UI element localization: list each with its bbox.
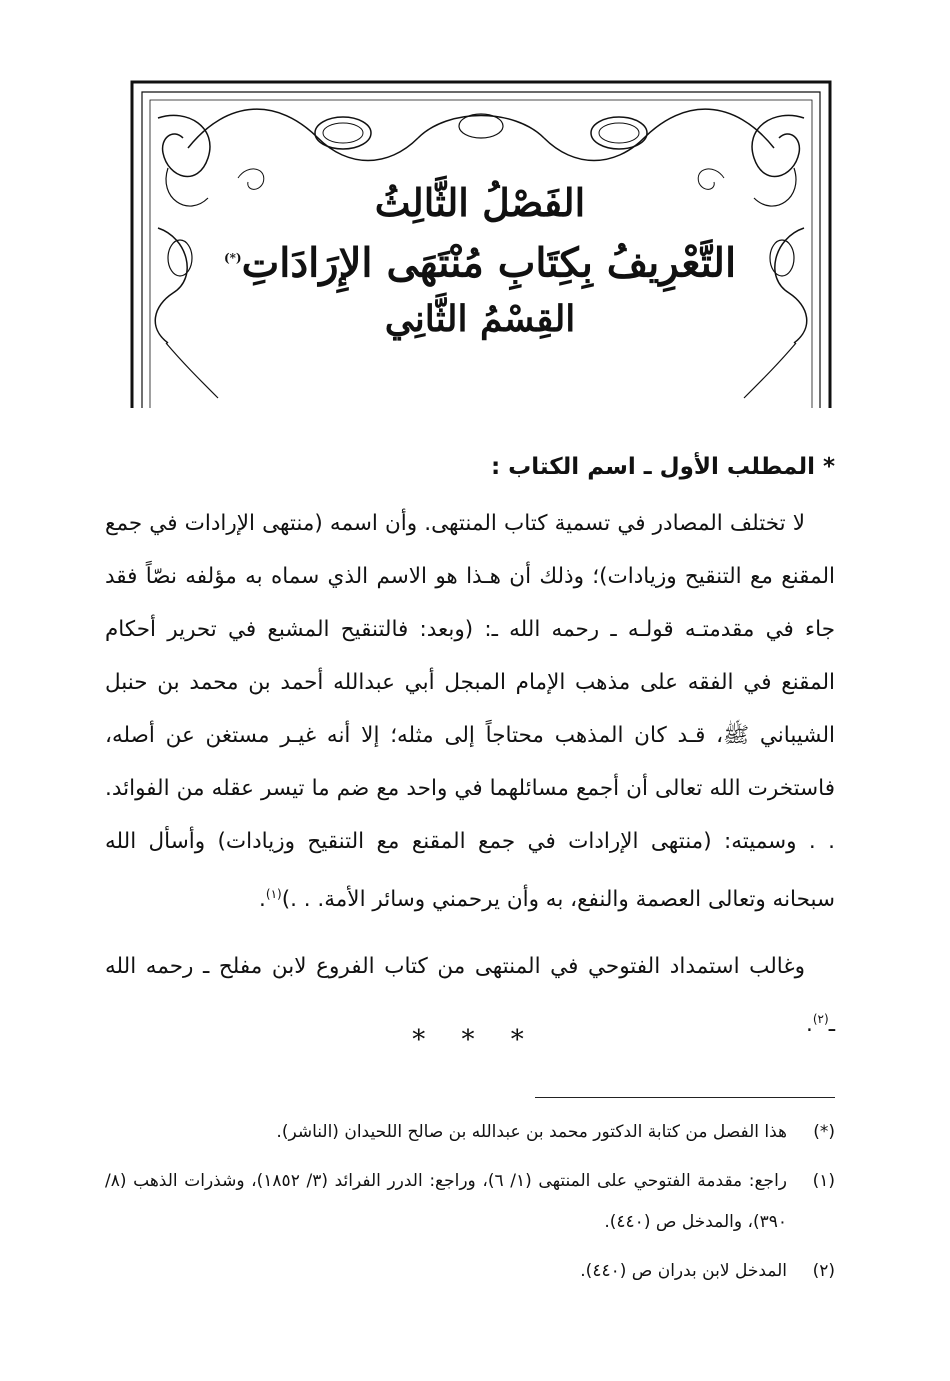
footnote-item [105, 1112, 835, 1153]
section-separator: * * * [412, 1025, 538, 1055]
chapter-part: القِسْمُ الثَّانِي [384, 298, 576, 341]
footnote-ref-1: (١) [265, 887, 282, 901]
paragraph-1-text: لا تختلف المصادر في تسمية كتاب المنتهى. وأن اسمه (منتهى الإرادات في جمع المقنع مع التنقيح وزيادات)؛ وذلك أن هـذا هو الاسم الذي سماه به مؤلفه نصّاً فقد جاء في مقدمتـه قولـه ـ رحمه الله ـ: (وبعد: فالتنقيح المشبع في تحرير أحكام المقنع في الفقه على مذهب الإمام المبجل أبي عبدالله أحمد بن محمد بن حنبل الشيباني ﷺ، قـد كان المذهب محتاجاً إلى مثله؛ إلا أنه غيـر مستغن عن أصله، فاستخرت الله تعالى أن أجمع مسائلهما في واحد مع ضم ما تيسر عقله من الفوائد. . . وسميته: (منتهى الإرادات في جمع المقنع مع التنقيح وزيادات) وأسأل الله سبحانه وتعالى العصمة والنفع، به وأن يرحمني وسائر الأمة. . .) [105, 511, 835, 913]
main-text [105, 445, 835, 1051]
chapter-title-block [200, 178, 760, 345]
paragraph-1-end: . [259, 887, 266, 913]
footnote-mark: (*) [813, 1122, 835, 1142]
footnote-divider [535, 1097, 835, 1098]
section-heading: * المطلب الأول ـ اسم الكتاب : [490, 454, 835, 480]
footnote-text: هذا الفصل من كتابة الدكتور محمد بن عبدالله بن صالح اللحيدان (الناشر). [276, 1122, 787, 1142]
footnote-text: المدخل لابن بدران ص (٤٤٠). [580, 1261, 787, 1281]
paragraph-2-end: . [806, 1012, 813, 1038]
footnotes [105, 1112, 835, 1300]
chapter-subtitle-mark: (*) [223, 251, 242, 265]
chapter-subtitle-text: التَّعْرِيفُ بِكِتَابِ مُنْتَهَى الإِرَادَاتِ [241, 239, 737, 287]
footnote-mark: (١) [812, 1171, 835, 1191]
paragraph-2-text: وغالب استمداد الفتوحي في المنتهى من كتاب الفروع لابن مفلح ـ رحمه الله ـ [105, 954, 835, 1038]
footnote-text: راجع: مقدمة الفتوحي على المنتهى (١/ ٦)، وراجع: الدرر الفرائد (٣/ ١٨٥٢)، وشذرات الذهب (٨/ ٣٩٠)، والمدخل ص (٤٤٠). [105, 1171, 787, 1232]
footnote-mark: (٢) [812, 1261, 835, 1281]
footnote-item [105, 1251, 835, 1292]
footnote-item [105, 1161, 835, 1243]
footnote-ref-2: (٢) [812, 1012, 829, 1027]
chapter-subtitle [200, 228, 760, 293]
chapter-title: الفَصْلُ الثَّالِثُ [374, 180, 586, 225]
paragraph-1 [105, 497, 835, 926]
